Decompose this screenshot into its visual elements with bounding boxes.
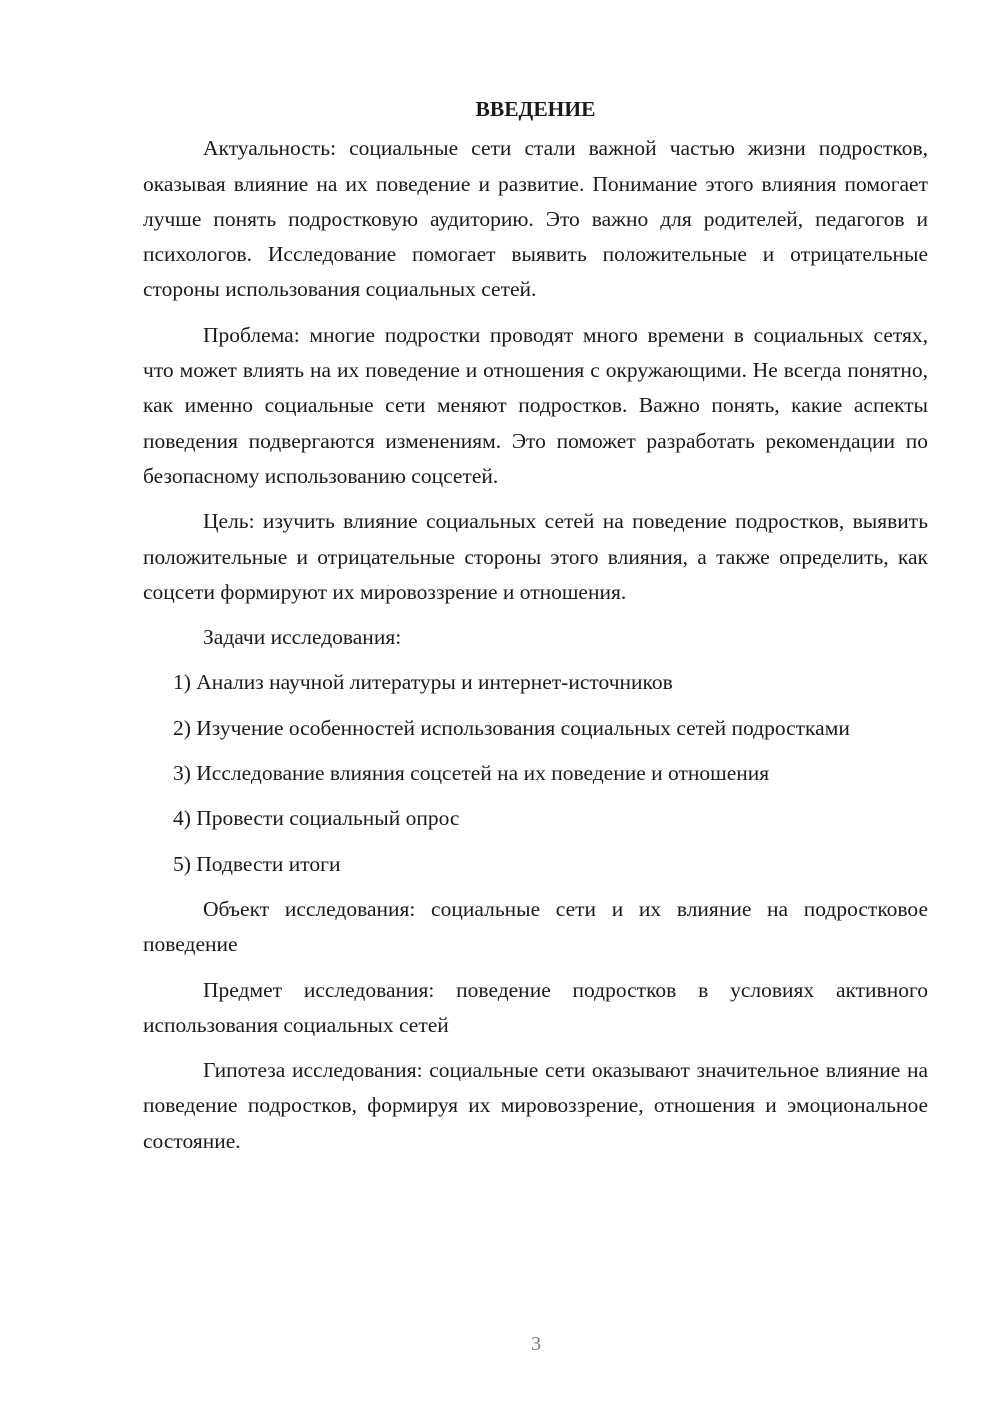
list-item: 1) Анализ научной литературы и интернет-источников xyxy=(173,670,673,695)
list-item: 2) Изучение особенностей использования социальных сетей подростками xyxy=(173,715,850,740)
page-title: ВВЕДЕНИЕ xyxy=(475,97,596,121)
page-number: 3 xyxy=(531,1333,541,1355)
problem-paragraph: Проблема: многие подростки проводят много времени в социальных сетях, что может влиять на их поведение и отношения с окружающими. Не всегда понятно, как именно социальные сети меняют подростков. Важно понять, какие аспекты поведения подвергаются изменениям. Это поможет разработать рекомендации по безопасному использованию соцсетей. xyxy=(143,322,928,488)
list-item: 3) Исследование влияния соцсетей на их поведение и отношения xyxy=(173,761,770,786)
list-item: 5) Подвести итоги xyxy=(173,851,341,876)
page-body xyxy=(143,92,928,1159)
list-item: 4) Провести социальный опрос xyxy=(173,806,460,831)
tasks-list xyxy=(143,665,928,881)
tasks-heading: Задачи исследования: xyxy=(203,625,402,650)
hypothesis-paragraph: Гипотеза исследования: социальные сети оказывают значительное влияние на поведение подростков, формируя их мировоззрение, отношения и эмоциональное состояние. xyxy=(143,1058,928,1153)
subject-paragraph: Предмет исследования: поведение подростков в условиях активного использования социальных сетей xyxy=(143,977,928,1037)
goal-paragraph: Цель: изучить влияние социальных сетей на поведение подростков, выявить положительные и отрицательные стороны этого влияния, а также определить, как соцсети формируют их мировоззрение и отношения. xyxy=(143,509,928,604)
relevance-paragraph: Актуальность: социальные сети стали важной частью жизни подростков, оказывая влияние на их поведение и развитие. Понимание этого влияния помогает лучше понять подростковую аудиторию. Это важно для родителей, педагогов и психологов. Исследование помогает выявить положительные и отрицательные стороны использования социальных сетей. xyxy=(143,136,928,302)
object-paragraph: Объект исследования: социальные сети и их влияние на подростковое поведение xyxy=(143,896,928,957)
